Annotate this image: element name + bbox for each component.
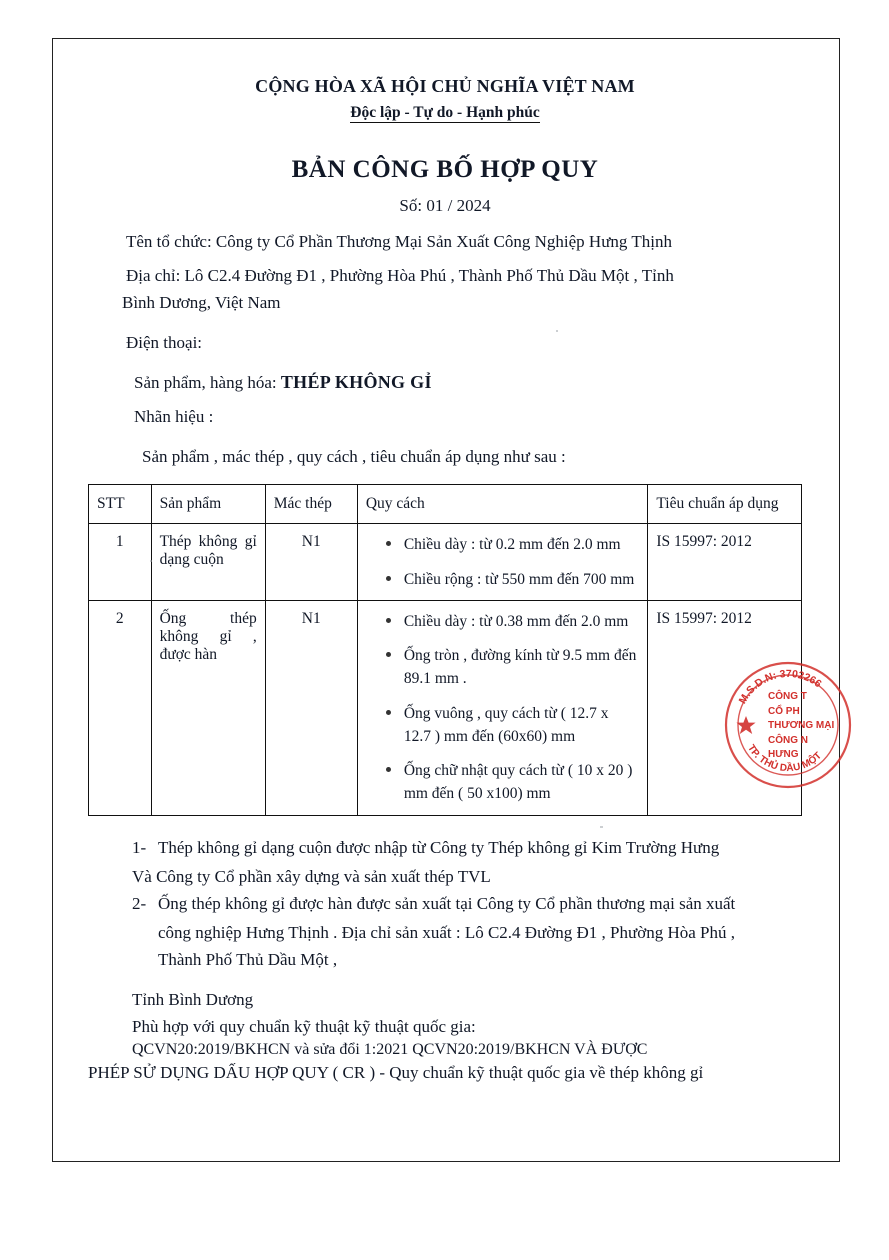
closing-conformity-line1: QCVN20:2019/BKHCN và sửa đổi 1:2021 QCVN20:2019/BKHCN VÀ ĐƯỢC (132, 1040, 648, 1058)
cell-grade: N1 (265, 600, 357, 815)
table-row (89, 600, 802, 815)
spec-item: Ống chữ nhật quy cách từ ( 10 x 20 ) mm đến ( 50 x100) mm (386, 759, 640, 806)
national-motto (88, 104, 802, 122)
spec-item: Chiều dày : từ 0.2 mm đến 2.0 mm (386, 533, 640, 556)
cell-stt: 2 (89, 600, 152, 815)
spec-intro: Sản phẩm , mác thép , quy cách , tiêu chuẩn áp dụng như sau : (142, 446, 566, 466)
org-address-line1: Địa chỉ: Lô C2.4 Đường Đ1 , Phường Hòa Phú , Thành Phố Thủ Dầu Một , Tỉnh (126, 265, 674, 285)
note-text: Thép không gỉ dạng cuộn được nhập từ Công ty Thép không gỉ Kim Trường Hưng (158, 837, 720, 857)
brand-label: Nhãn hiệu : (134, 407, 214, 427)
th-grade: Mác thép (265, 485, 357, 524)
org-name: Tên tổ chức: Công ty Cổ Phần Thương Mại Sản Xuất Công Nghiệp Hưng Thịnh (126, 232, 672, 251)
th-product: Sản phẩm (151, 485, 265, 524)
spec-item: Ống tròn , đường kính từ 9.5 mm đến 89.1 mm . (386, 644, 640, 691)
note-text-cont: Và Công ty Cổ phần xây dựng và sản xuất thép TVL (132, 866, 491, 886)
product-value: THÉP KHÔNG GỈ (280, 372, 432, 393)
stamp-line-2: CỔ PH (768, 705, 800, 717)
scan-speck (556, 330, 558, 332)
org-phone: Điện thoại: (126, 332, 203, 352)
cell-specs (357, 524, 648, 601)
cell-grade: N1 (265, 524, 357, 601)
cell-product: Thép không gỉ dạng cuộn (151, 524, 265, 601)
spec-item: Chiều rộng : từ 550 mm đến 700 mm (386, 568, 640, 591)
note-text-cont: công nghiệp Hưng Thịnh . Địa chỉ sản xuất : Lô C2.4 Đường Đ1 , Phường Hòa Phú , (158, 923, 735, 943)
stamp-line-1: CÔNG T (768, 691, 807, 702)
cell-stt: 1 (89, 524, 152, 601)
note-text-cont: Thành Phố Thủ Dầu Một , (158, 950, 338, 970)
document-content (52, 38, 838, 1160)
cell-standard: IS 15997: 2012 (648, 524, 802, 601)
note-item (88, 834, 802, 861)
table-header-row (89, 485, 802, 524)
scan-speck (150, 560, 152, 562)
note-item (88, 890, 802, 917)
notes-block (88, 834, 802, 974)
cell-standard: IS 15997: 2012 (648, 600, 802, 815)
svg-text:TP. THỦ DẦU MỘT: TP. THỦ DẦU MỘT (745, 742, 825, 775)
note-text: Ống thép không gỉ được hàn được sản xuất tại Công ty Cổ phần thương mại sản xuất (158, 893, 736, 913)
note-number: 1- (132, 837, 147, 857)
closing-block (88, 986, 802, 1041)
product-line (88, 368, 802, 397)
spec-table (88, 484, 802, 815)
table-row (89, 524, 802, 601)
stamp-line-4: CÔNG N (768, 734, 808, 746)
th-standard: Tiêu chuẩn áp dụng (648, 485, 802, 524)
closing-conformity-line2: PHÉP SỬ DỤNG DẤU HỢP QUY ( CR ) - Quy chuẩn kỹ thuật quốc gia về thép không gỉ (88, 1062, 704, 1082)
th-spec: Quy cách (357, 485, 648, 524)
th-stt: STT (89, 485, 152, 524)
note-number: 2- (132, 893, 147, 913)
scan-speck (600, 826, 603, 828)
svg-text:M.S.D.N: 3702266: M.S.D.N: 3702266 (736, 667, 824, 707)
document-number: Số: 01 / 2024 (399, 196, 491, 215)
spec-item: Ống vuông , quy cách từ ( 12.7 x 12.7 ) mm đến (60x60) mm (386, 702, 640, 749)
stamp-line-3: THƯƠNG MẠI (768, 720, 835, 731)
document-title: BẢN CÔNG BỐ HỢP QUY (291, 156, 599, 183)
national-heading: CỘNG HÒA XÃ HỘI CHỦ NGHĨA VIỆT NAM (255, 76, 635, 96)
cell-specs (357, 600, 648, 815)
cell-product: Ống thép không gỉ , được hàn (151, 600, 265, 815)
stamp-line-5: HƯNG (768, 749, 799, 760)
national-motto-text: Độc lập - Tự do - Hạnh phúc (350, 104, 540, 121)
org-address-line2: Bình Dương, Việt Nam (122, 293, 281, 313)
spec-item: Chiều dày : từ 0.38 mm đến 2.0 mm (386, 610, 640, 633)
product-label: Sản phẩm, hàng hóa: (134, 373, 277, 393)
closing-conformity-label: Phù hợp với quy chuẩn kỹ thuật kỹ thuật quốc gia: (132, 1017, 476, 1037)
closing-province: Tỉnh Bình Dương (132, 989, 254, 1009)
